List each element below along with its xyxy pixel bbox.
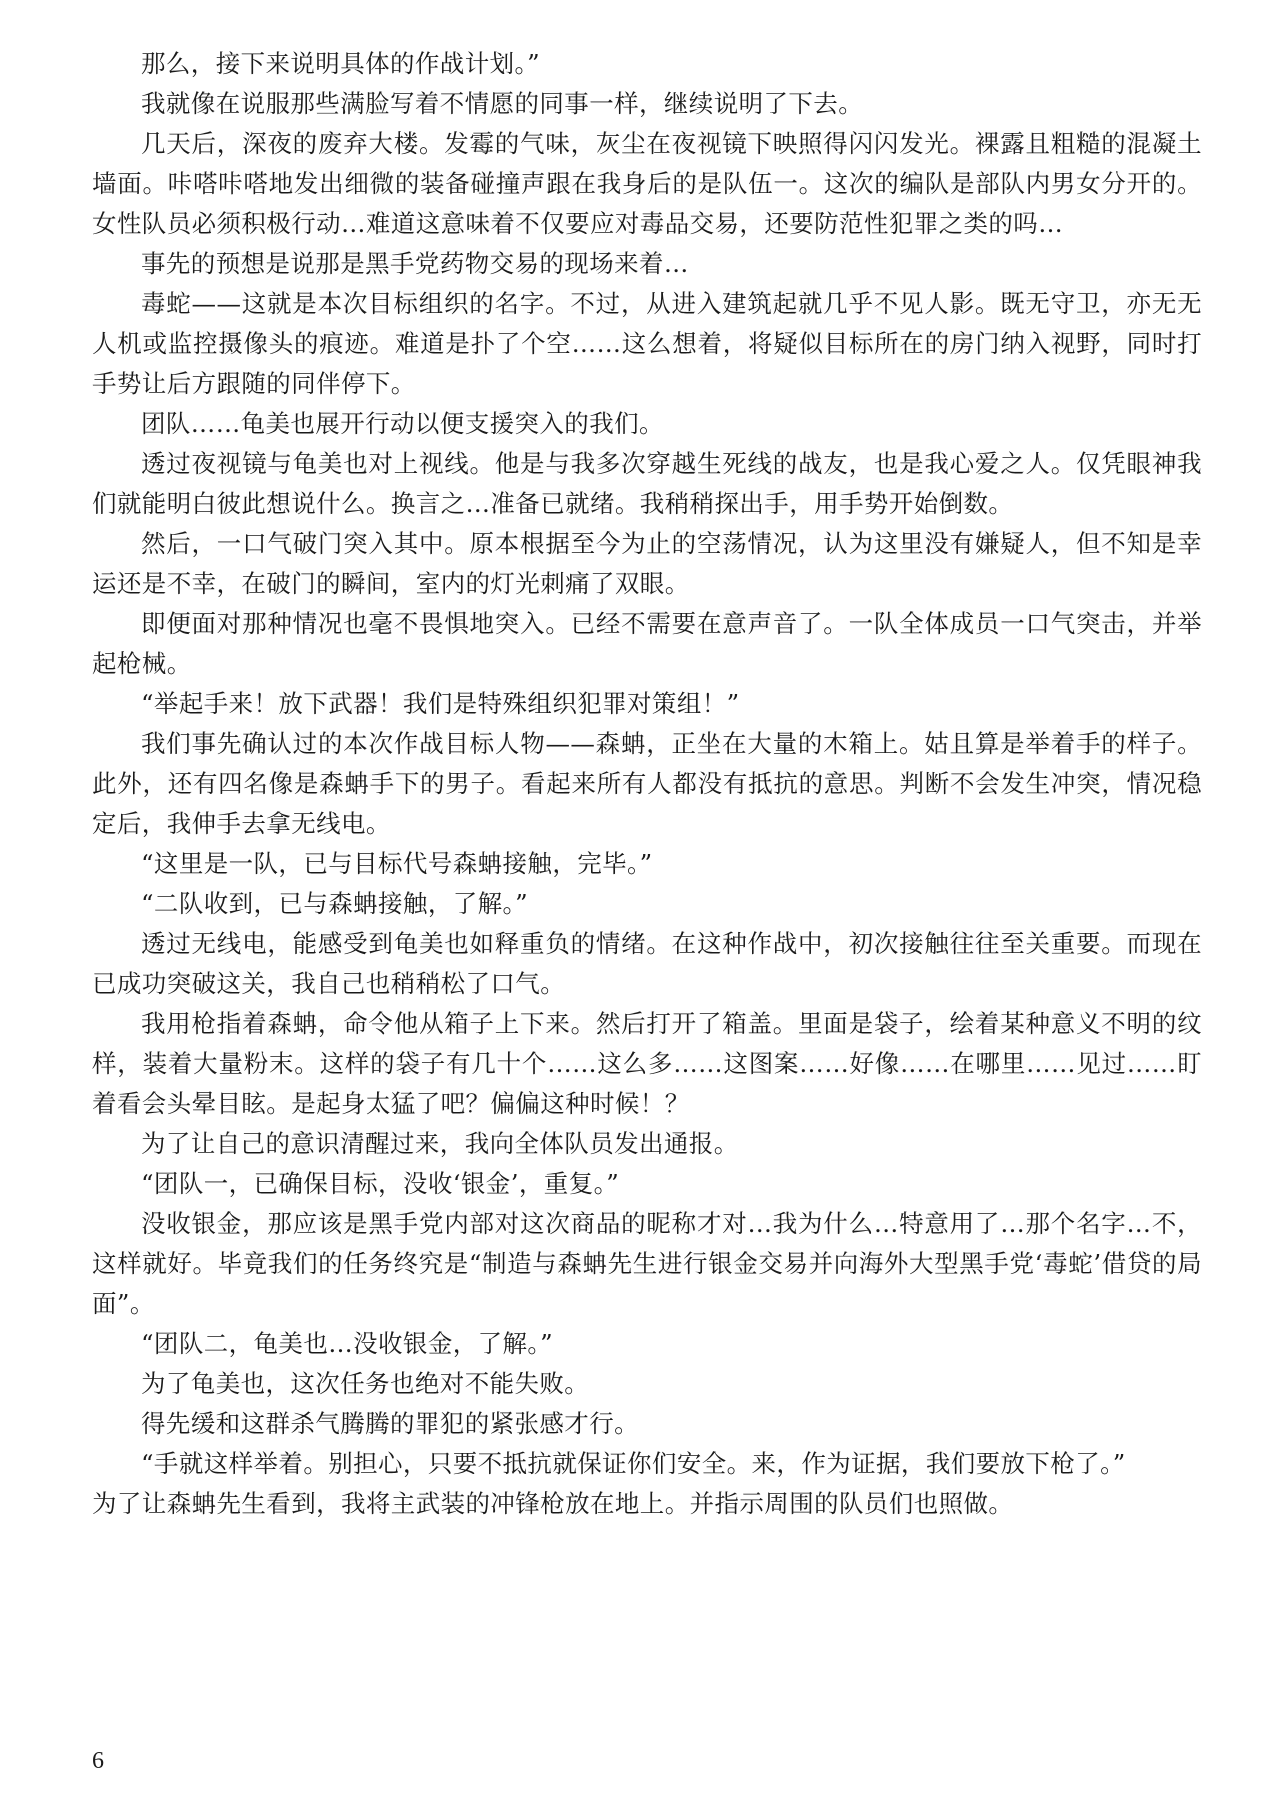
paragraph: 然后，一口气破门突入其中。原本根据至今为止的空荡情况，认为这里没有嫌疑人，但不知是幸运还是不幸，在破门的瞬间，室内的灯光刺痛了双眼。 (92, 529, 1202, 598)
paragraph: 透过夜视镜与龟美也对上视线。他是与我多次穿越生死线的战友，也是我心爱之人。仅凭眼神我们就能明白彼此想说什么。换言之…准备已就绪。我稍稍探出手，用手势开始倒数。 (92, 449, 1202, 518)
paragraph: “这里是一队，已与目标代号森蚺接触，完毕。” (141, 849, 653, 878)
paragraph: 即便面对那种情况也毫不畏惧地突入。已经不需要在意声音了。一队全体成员一口气突击，并举起枪械。 (92, 609, 1202, 678)
page-body (92, 44, 1202, 1524)
paragraph: “团队二，龟美也…没收银金，了解。” (141, 1329, 553, 1358)
page-number: 6 (92, 1748, 104, 1774)
paragraph: 事先的预想是说那是黑手党药物交易的现场来着… (141, 249, 689, 278)
paragraph: 为了让自己的意识清醒过来，我向全体队员发出通报。 (141, 1129, 739, 1158)
paragraph: 透过无线电，能感受到龟美也如释重负的情绪。在这种作战中，初次接触往往至关重要。而现在已成功突破这关，我自己也稍稍松了口气。 (92, 929, 1202, 998)
paragraph: 几天后，深夜的废弃大楼。发霉的气味，灰尘在夜视镜下映照得闪闪发光。裸露且粗糙的混凝土墙面。咔嗒咔嗒地发出细微的装备碰撞声跟在我身后的是队伍一。这次的编队是部队内男女分开的。女性队员必须积极行动…难道这意味着不仅要应对毒品交易，还要防范性犯罪之类的吗… (92, 129, 1202, 238)
paragraph: 那么，接下来说明具体的作战计划。” (141, 49, 541, 78)
paragraph: 毒蛇——这就是本次目标组织的名字。不过，从进入建筑起就几乎不见人影。既无守卫，亦无无人机或监控摄像头的痕迹。难道是扑了个空……这么想着，将疑似目标所在的房门纳入视野，同时打手势让后方跟随的同伴停下。 (92, 289, 1202, 398)
paragraph: “团队一，已确保目标，没收‘银金’，重复。” (141, 1169, 620, 1198)
paragraph: 团队……龟美也展开行动以便支援突入的我们。 (141, 409, 664, 438)
paragraph: 得先缓和这群杀气腾腾的罪犯的紧张感才行。 (141, 1409, 639, 1438)
paragraph: 我们事先确认过的本次作战目标人物——森蚺，正坐在大量的木箱上。姑且算是举着手的样子。此外，还有四名像是森蚺手下的男子。看起来所有人都没有抵抗的意思。判断不会发生冲突，情况稳定后，我伸手去拿无线电。 (92, 729, 1202, 838)
paragraph: 我用枪指着森蚺，命令他从箱子上下来。然后打开了箱盖。里面是袋子，绘着某种意义不明的纹样，装着大量粉末。这样的袋子有几十个……这么多……这图案……好像……在哪里……见过……盯着看会头晕目眩。是起身太猛了吧？偏偏这种时候！？ (92, 1009, 1202, 1118)
paragraph: 我就像在说服那些满脸写着不情愿的同事一样，继续说明了下去。 (141, 89, 864, 118)
paragraph: “举起手来！放下武器！我们是特殊组织犯罪对策组！” (141, 689, 740, 718)
paragraph: 为了让森蚺先生看到，我将主武装的冲锋枪放在地上。并指示周围的队员们也照做。 (92, 1489, 1014, 1518)
paragraph: 没收银金，那应该是黑手党内部对这次商品的昵称才对…我为什么…特意用了…那个名字…不，这样就好。毕竟我们的任务终究是“制造与森蚺先生进行银金交易并向海外大型黑手党‘毒蛇’借贷的局面”。 (92, 1209, 1202, 1318)
paragraph: “手就这样举着。别担心，只要不抵抗就保证你们安全。来，作为证据，我们要放下枪了。” (141, 1449, 1126, 1478)
paragraph: “二队收到，已与森蚺接触，了解。” (141, 889, 529, 918)
paragraph: 为了龟美也，这次任务也绝对不能失败。 (141, 1369, 590, 1398)
